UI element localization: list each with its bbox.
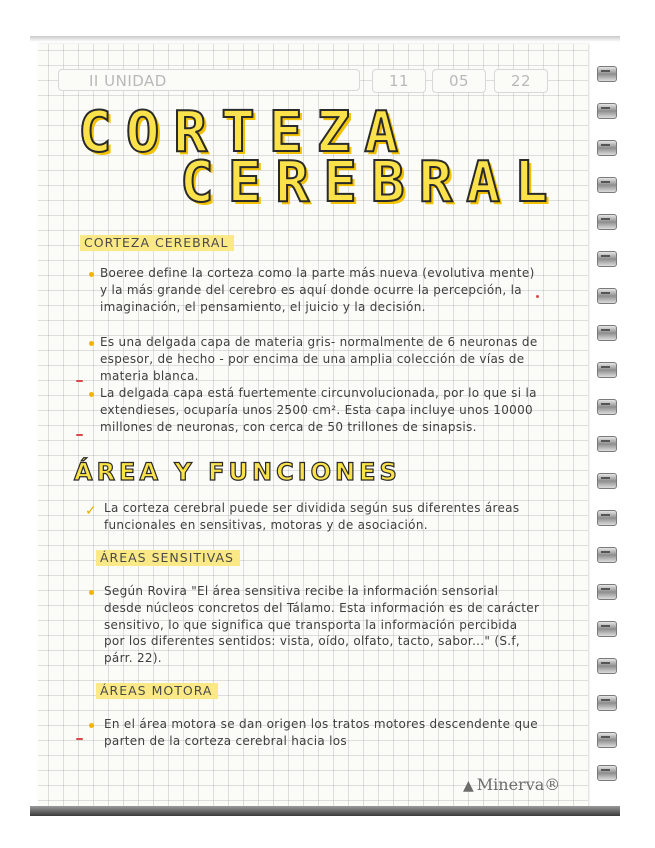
bullet-icon: [89, 341, 94, 346]
paragraph-sensitivas: Según Rovira "El área sensitiva recibe la información sensorial desde núcleos concretos del Tálamo. Esta información es de carácter sensitivo, lo que significa que transporta la información percibida por los diferentes sentidos: vista, oído, olfato, tacto, sabor..." (S.f, párr. 22).: [104, 584, 540, 666]
title-line-2: CEREBRAL: [180, 150, 562, 215]
logo-icon: ▲: [463, 778, 474, 794]
bullet-icon: [89, 723, 94, 728]
spiral-ring: [597, 695, 617, 711]
bullet-icon: [89, 272, 94, 277]
spiral-ring: [597, 436, 617, 452]
spiral-ring: [597, 510, 617, 526]
page-bottom-shadow: [30, 806, 620, 816]
section-heading-motora: ÁREAS MOTORA: [96, 683, 218, 699]
check-icon: ✓: [85, 503, 97, 519]
spiral-ring: [597, 473, 617, 489]
date-day: 11: [372, 69, 426, 93]
spiral-ring: [597, 765, 617, 781]
date-month: 05: [432, 69, 486, 93]
margin-mark: [76, 738, 83, 740]
spiral-ring: [597, 584, 617, 600]
date-year: 22: [494, 69, 548, 93]
section-heading-sensitivas: ÁREAS SENSITIVAS: [96, 550, 240, 566]
minerva-logo: [463, 775, 560, 794]
section-heading-area-funciones: ÁREA Y FUNCIONES: [74, 458, 401, 486]
spiral-ring: [597, 325, 617, 341]
paragraph-area-funciones: La corteza cerebral puede ser dividida según sus diferentes áreas funcionales en sensitivas, motoras y de asociación.: [104, 501, 520, 532]
spiral-ring: [597, 140, 617, 156]
spiral-ring: [597, 251, 617, 267]
margin-mark: [536, 295, 539, 298]
page-top-shadow: [30, 36, 620, 42]
paragraph-materia-gris: Es una delgada capa de materia gris- normalmente de 6 neuronas de espesor, de hecho - por encima de una amplia colección de vías de materia blanca.: [100, 335, 538, 383]
title-line-1: CORTEZA: [78, 100, 413, 165]
spiral-ring: [597, 399, 617, 415]
spiral-ring: [597, 177, 617, 193]
spiral-ring: [597, 621, 617, 637]
bullet-icon: [89, 392, 94, 397]
section-heading-corteza: CORTEZA CEREBRAL: [80, 235, 234, 251]
spiral-ring: [597, 288, 617, 304]
paragraph-circunvolucionada: La delgada capa está fuertemente circunvolucionada, por lo que si la extendieses, ocuparía unos 2500 cm². Esta capa incluye unos 10000 millones de neuronas, con cerca de 50 trillones de sinapsis.: [100, 386, 537, 434]
unit-label: II UNIDAD: [58, 69, 360, 91]
spiral-ring: [597, 658, 617, 674]
margin-mark: [76, 380, 83, 382]
spiral-ring: [597, 214, 617, 230]
spiral-ring: [597, 732, 617, 748]
spiral-ring: [597, 362, 617, 378]
margin-mark: [76, 434, 83, 436]
paragraph-motora: En el área motora se dan origen los tratos motores descendente que parten de la corteza cerebral hacia los: [104, 717, 538, 748]
spiral-ring: [597, 103, 617, 119]
spiral-ring: [597, 547, 617, 563]
bullet-icon: [89, 590, 94, 595]
brand-text: Minerva®: [476, 775, 561, 794]
spiral-ring: [597, 66, 617, 82]
paragraph-boeree: Boeree define la corteza como la parte más nueva (evolutiva mente) y la más grande del cerebro es aquí donde ocurre la percepción, la imaginación, el pensamiento, el juicio y la decisión.: [100, 266, 535, 314]
